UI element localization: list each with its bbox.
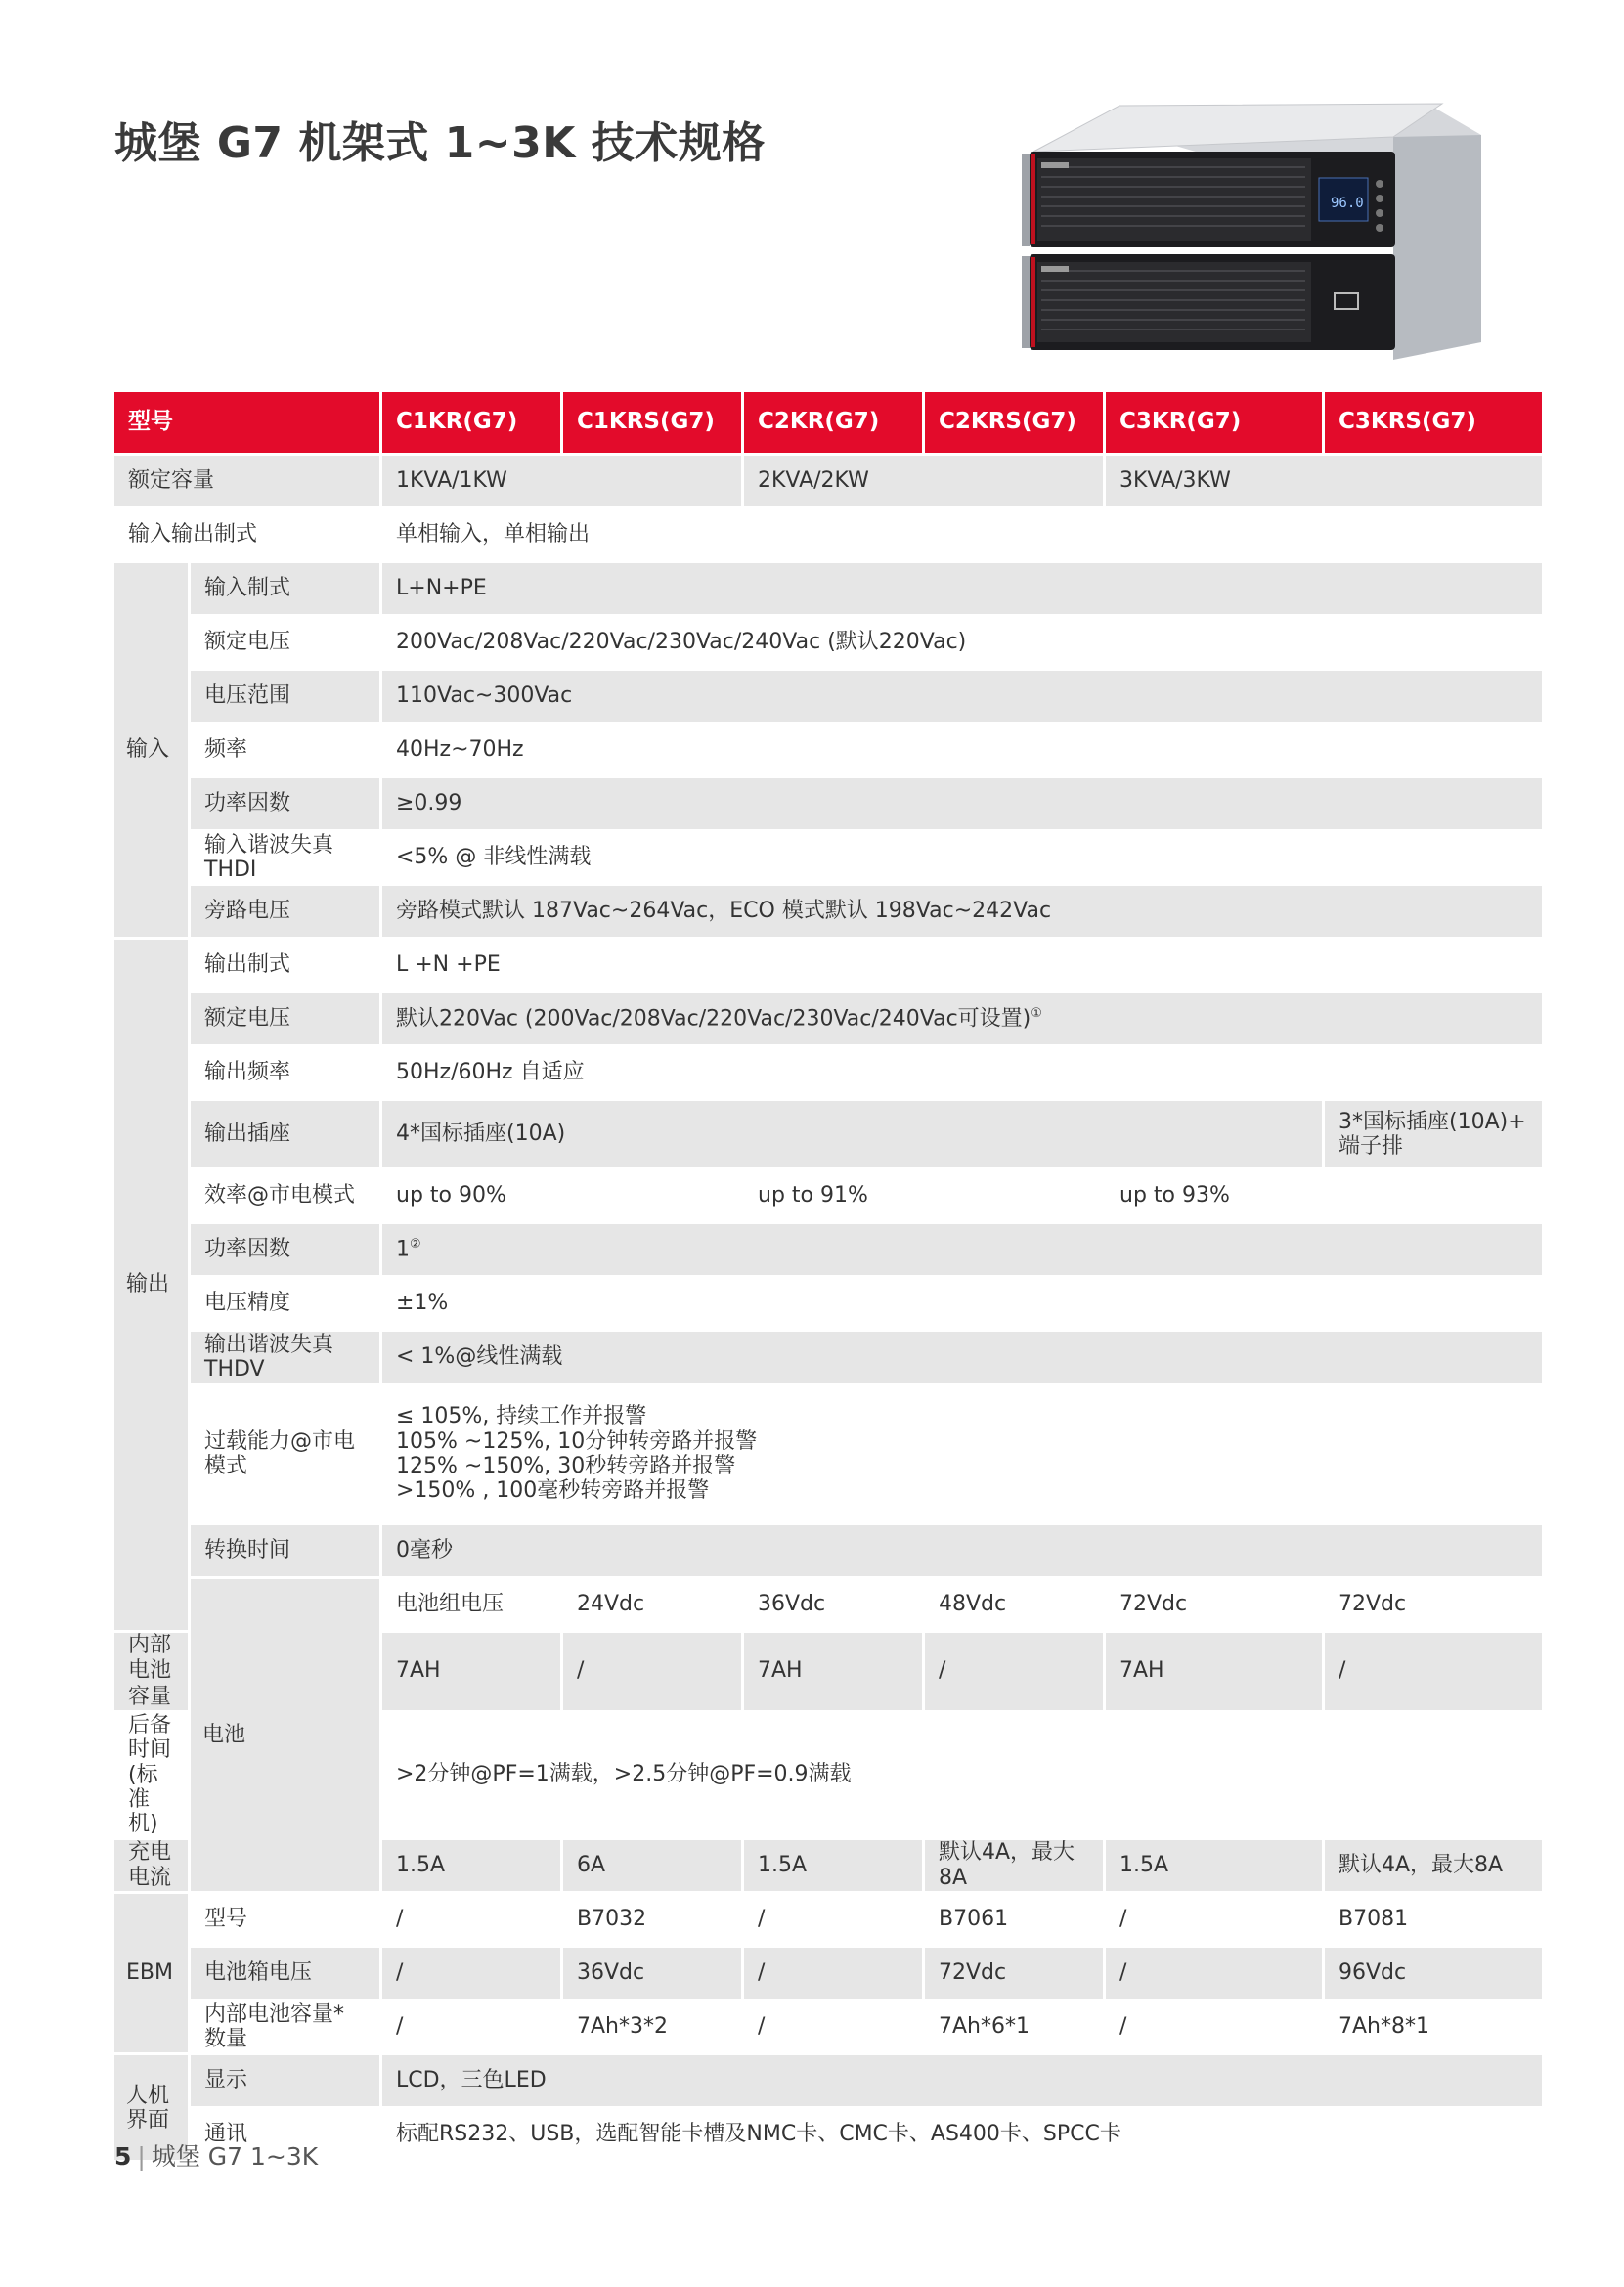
row-input-frequency — [114, 725, 1545, 775]
page-number: 5 — [114, 2142, 132, 2171]
group-label-line2: 界面 — [126, 2107, 170, 2133]
cell-value: 0毫秒 — [382, 1525, 1542, 1576]
row-output-rated-voltage — [114, 993, 1545, 1044]
cell-value: 40Hz~70Hz — [382, 725, 1542, 775]
cell-value: 48Vdc — [925, 1579, 1103, 1630]
row-label-line1: 输入谐波失真 — [204, 832, 334, 858]
cell-value: 200Vac/208Vac/220Vac/230Vac/240Vac (默认220Vac) — [382, 617, 1542, 668]
footnote-marker: ① — [1031, 1005, 1042, 1021]
row-label — [191, 2001, 379, 2052]
row-label: 型号 — [191, 1894, 379, 1945]
cell-value: / — [925, 1633, 1103, 1710]
row-label: 额定容量 — [114, 456, 379, 506]
row-label-line1: 输出谐波失真 — [204, 1332, 334, 1357]
row-output-power-factor — [114, 1224, 1545, 1275]
row-label: 额定电压 — [191, 993, 379, 1044]
row-label: 输出制式 — [191, 940, 379, 990]
row-label: 频率 — [191, 725, 379, 775]
cell-value: / — [1325, 1633, 1542, 1710]
header-model-1: C1KR(G7) — [382, 392, 560, 453]
row-label-line2: THDV — [204, 1357, 265, 1382]
cell-value: / — [744, 1894, 922, 1945]
cell-value: LCD，三色LED — [382, 2055, 1542, 2106]
row-battery-voltage — [114, 1579, 1545, 1630]
cell-value: 7AH — [382, 1633, 560, 1710]
cell-value: 72Vdc — [925, 1948, 1103, 1999]
row-hmi-comm — [114, 2109, 1545, 2160]
cell-value: / — [382, 1894, 560, 1945]
cell-value — [382, 1224, 1542, 1275]
row-label: 转换时间 — [191, 1525, 379, 1576]
group-label-ebm: EBM — [114, 1894, 188, 2052]
cell-value: 50Hz/60Hz 自适应 — [382, 1047, 1542, 1098]
cell-value: / — [744, 1948, 922, 1999]
row-label: 功率因数 — [191, 1224, 379, 1275]
cell-value: 6A — [563, 1840, 741, 1892]
row-output-efficiency — [114, 1170, 1545, 1221]
header-model-4: C2KRS(G7) — [925, 392, 1103, 453]
row-input-power-factor — [114, 778, 1545, 829]
cell-value: 1.5A — [382, 1840, 560, 1892]
row-output-sockets — [114, 1101, 1545, 1167]
cell-capacity-3k: 3KVA/3KW — [1106, 456, 1542, 506]
row-output-accuracy — [114, 1278, 1545, 1329]
header-model-3: C2KR(G7) — [744, 392, 922, 453]
cell-line2: 端子排 — [1339, 1134, 1404, 1159]
row-io-mode — [114, 509, 1545, 560]
row-label-line2: 数量 — [204, 2027, 248, 2052]
overload-line: >150% , 100毫秒转旁路并报警 — [396, 1478, 710, 1504]
row-label: 电压范围 — [191, 671, 379, 722]
cell-value: / — [1106, 1948, 1322, 1999]
row-label: 效率@市电模式 — [191, 1170, 379, 1221]
cell-capacity-2k: 2KVA/2KW — [744, 456, 1103, 506]
row-label: 输入制式 — [191, 563, 379, 614]
row-input-rated-voltage — [114, 617, 1545, 668]
cell-value — [382, 993, 1542, 1044]
row-label — [191, 1332, 379, 1383]
header-model-label: 型号 — [114, 392, 379, 453]
row-label: 旁路电压 — [191, 886, 379, 937]
cell-value: / — [1106, 2001, 1322, 2052]
cell-value: 7AH — [744, 1633, 922, 1710]
row-label-line1: 后备时间 — [128, 1713, 172, 1763]
cell-value: 标配RS232、USB，选配智能卡槽及NMC卡、CMC卡、AS400卡、SPCC卡 — [382, 2109, 1542, 2160]
cell-value: 7Ah*8*1 — [1325, 2001, 1542, 2052]
cell-value: 旁路模式默认 187Vac~264Vac，ECO 模式默认 198Vac~242Vac — [382, 886, 1542, 937]
overload-line: 125% ~150%, 30秒转旁路并报警 — [396, 1454, 736, 1478]
page-title: 城堡 G7 机架式 1~3K 技术规格 — [114, 118, 766, 168]
row-label: 充电电流 — [114, 1840, 188, 1892]
footnote-marker: ② — [410, 1236, 421, 1252]
row-label-line1: 内部电池容量* — [204, 2002, 345, 2028]
row-label — [191, 832, 379, 883]
footer-text: 城堡 G7 1~3K — [151, 2142, 319, 2171]
group-label-line1: 人机 — [126, 2083, 170, 2108]
cell-text: 1 — [396, 1236, 410, 1261]
group-label-battery: 电池 — [191, 1579, 379, 1891]
cell-value: 默认4A，最大8A — [1325, 1840, 1542, 1892]
cell-value: ≥0.99 — [382, 778, 1542, 829]
row-hmi-display — [114, 2055, 1545, 2106]
group-label-output: 输出 — [114, 940, 188, 1630]
row-label-line1: 过载能力@市电 — [204, 1429, 356, 1454]
row-input-voltage-range — [114, 671, 1545, 722]
cell-value: 72Vdc — [1106, 1579, 1322, 1630]
cell-value: 7Ah*3*2 — [563, 2001, 741, 2052]
cell-value: / — [382, 1948, 560, 1999]
cell-value: / — [563, 1633, 741, 1710]
row-label-line2: 模式 — [204, 1454, 248, 1478]
cell-value: 7Ah*6*1 — [925, 2001, 1103, 2052]
row-input-thdi — [114, 832, 1545, 883]
header-model-2: C1KRS(G7) — [563, 392, 741, 453]
cell-efficiency-1k: up to 90% — [382, 1170, 741, 1221]
row-output-transfer-time — [114, 1525, 1545, 1576]
row-label: 电压精度 — [191, 1278, 379, 1329]
row-label: 电池组电压 — [382, 1579, 560, 1630]
overload-line: ≤ 105%, 持续工作并报警 — [396, 1404, 647, 1429]
row-output-thdv — [114, 1332, 1545, 1383]
row-ebm-capacity — [114, 2001, 1545, 2052]
cell-value: L +N +PE — [382, 940, 1542, 990]
row-label: 输出插座 — [191, 1101, 379, 1167]
cell-value: 72Vdc — [1325, 1579, 1542, 1630]
cell-value: B7032 — [563, 1894, 741, 1945]
cell-line1: 3*国标插座(10A)+ — [1339, 1109, 1526, 1134]
header-model-6: C3KRS(G7) — [1325, 392, 1542, 453]
row-label: 额定电压 — [191, 617, 379, 668]
cell-value — [382, 1385, 1542, 1522]
cell-value: 24Vdc — [563, 1579, 741, 1630]
group-label-input: 输入 — [114, 563, 188, 937]
cell-value: 110Vac~300Vac — [382, 671, 1542, 722]
cell-value: L+N+PE — [382, 563, 1542, 614]
cell-value: <5% @ 非线性满载 — [382, 832, 1542, 883]
cell-value: / — [382, 2001, 560, 2052]
row-label — [114, 1713, 188, 1836]
row-label: 输入输出制式 — [114, 509, 379, 560]
cell-value: / — [1106, 1894, 1322, 1945]
row-label: 内部电池容量 — [114, 1633, 188, 1710]
row-ebm-model — [114, 1894, 1545, 1945]
row-input-bypass-voltage — [114, 886, 1545, 937]
row-ebm-voltage — [114, 1948, 1545, 1999]
cell-value: 36Vdc — [744, 1579, 922, 1630]
cell-value: 1.5A — [1106, 1840, 1322, 1892]
product-display-readout: 96.0 — [1331, 196, 1364, 211]
row-output-overload — [114, 1385, 1545, 1522]
overload-line: 105% ~125%, 10分钟转旁路并报警 — [396, 1429, 758, 1454]
cell-value: 默认4A，最大8A — [925, 1840, 1103, 1892]
row-label-line2: (标准机) — [128, 1762, 158, 1837]
cell-value-c3krs — [1325, 1101, 1542, 1167]
spec-table — [111, 389, 1548, 2163]
row-label: 通讯 — [191, 2109, 379, 2160]
row-output-mode — [114, 940, 1545, 990]
cell-capacity-1k: 1KVA/1KW — [382, 456, 741, 506]
row-label: 显示 — [191, 2055, 379, 2106]
row-input-mode — [114, 563, 1545, 614]
cell-value: 36Vdc — [563, 1948, 741, 1999]
footer-separator: | — [137, 2142, 146, 2171]
cell-efficiency-3k: up to 93% — [1106, 1170, 1542, 1221]
ups-product-image — [1022, 98, 1501, 362]
cell-value: 96Vdc — [1325, 1948, 1542, 1999]
cell-value: / — [744, 2001, 922, 2052]
cell-value: 7AH — [1106, 1633, 1322, 1710]
cell-value: ±1% — [382, 1278, 1542, 1329]
page-footer — [114, 2137, 318, 2173]
row-label: 功率因数 — [191, 778, 379, 829]
cell-value: 4*国标插座(10A) — [382, 1101, 1322, 1167]
header-row — [114, 392, 1545, 453]
row-label: 输出频率 — [191, 1047, 379, 1098]
row-output-frequency — [114, 1047, 1545, 1098]
cell-efficiency-2k: up to 91% — [744, 1170, 1103, 1221]
cell-text: 默认220Vac (200Vac/208Vac/220Vac/230Vac/240Vac可设置) — [396, 1005, 1031, 1031]
cell-value: 单相输入，单相输出 — [382, 509, 1542, 560]
row-label — [191, 1385, 379, 1522]
cell-value: B7081 — [1325, 1894, 1542, 1945]
row-label: 电池箱电压 — [191, 1948, 379, 1999]
header-model-5: C3KR(G7) — [1106, 392, 1322, 453]
cell-value: >2分钟@PF=1满载，>2.5分钟@PF=0.9满载 — [382, 1713, 1542, 1836]
row-rated-capacity — [114, 456, 1545, 506]
cell-value: B7061 — [925, 1894, 1103, 1945]
cell-value: < 1%@线性满载 — [382, 1332, 1542, 1383]
cell-value: 1.5A — [744, 1840, 922, 1892]
row-label-line2: THDI — [204, 858, 257, 882]
